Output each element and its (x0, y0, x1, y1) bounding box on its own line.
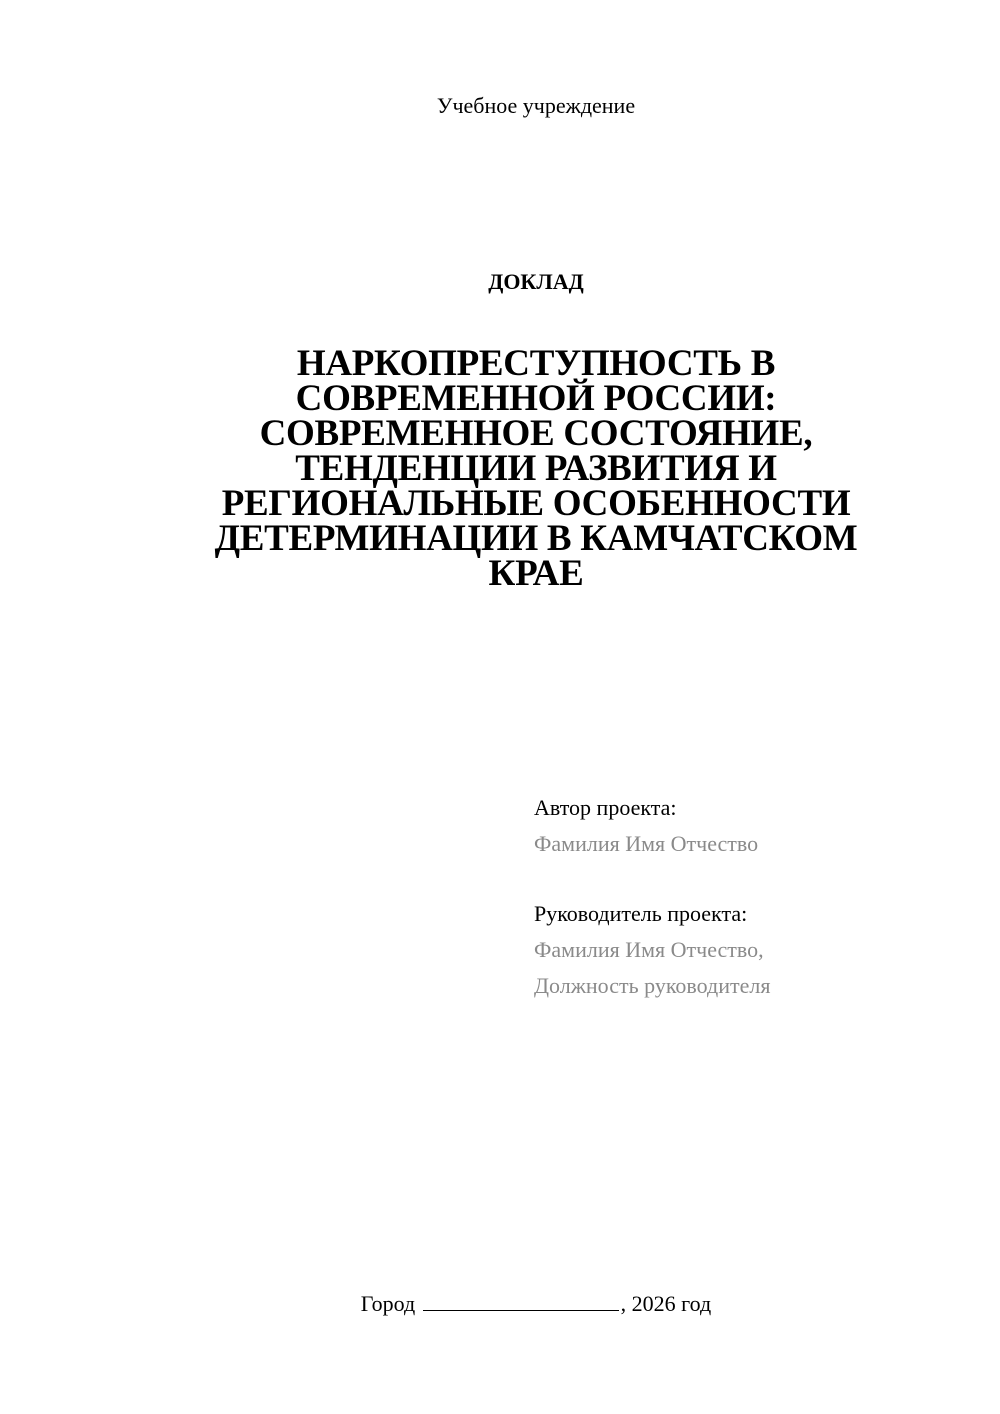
supervisor-name-placeholder: Фамилия Имя Отчество, (534, 937, 764, 962)
title-line: РЕГИОНАЛЬНЫЕ ОСОБЕННОСТИ (221, 483, 851, 524)
year-text: , 2026 год (620, 1291, 712, 1316)
title-line: НАРКОПРЕСТУПНОСТЬ В (296, 343, 776, 384)
author-name-placeholder: Фамилия Имя Отчество (534, 831, 759, 856)
title-line: КРАЕ (488, 553, 584, 594)
title-line: ТЕНДЕНЦИИ РАЗВИТИЯ И (295, 448, 777, 489)
title-line: ДЕТЕРМИНАЦИИ В КАМЧАТСКОМ (214, 518, 858, 559)
title-line: СОВРЕМЕННОЕ СОСТОЯНИЕ, (259, 413, 813, 454)
document-title (180, 343, 892, 594)
title-line: СОВРЕМЕННОЙ РОССИИ: (295, 378, 777, 419)
document-type: ДОКЛАД (488, 269, 584, 294)
institution-name: Учебное учреждение (436, 93, 636, 118)
supervisor-label: Руководитель проекта: (534, 901, 748, 926)
city-blank-line (423, 1290, 619, 1311)
credits-block (534, 790, 974, 1004)
city-label: Город (360, 1291, 416, 1316)
author-label: Автор проекта: (534, 795, 677, 820)
supervisor-position-placeholder: Должность руководителя (534, 973, 771, 998)
footer-city-year (0, 1290, 1000, 1318)
credits-spacer (534, 862, 974, 896)
